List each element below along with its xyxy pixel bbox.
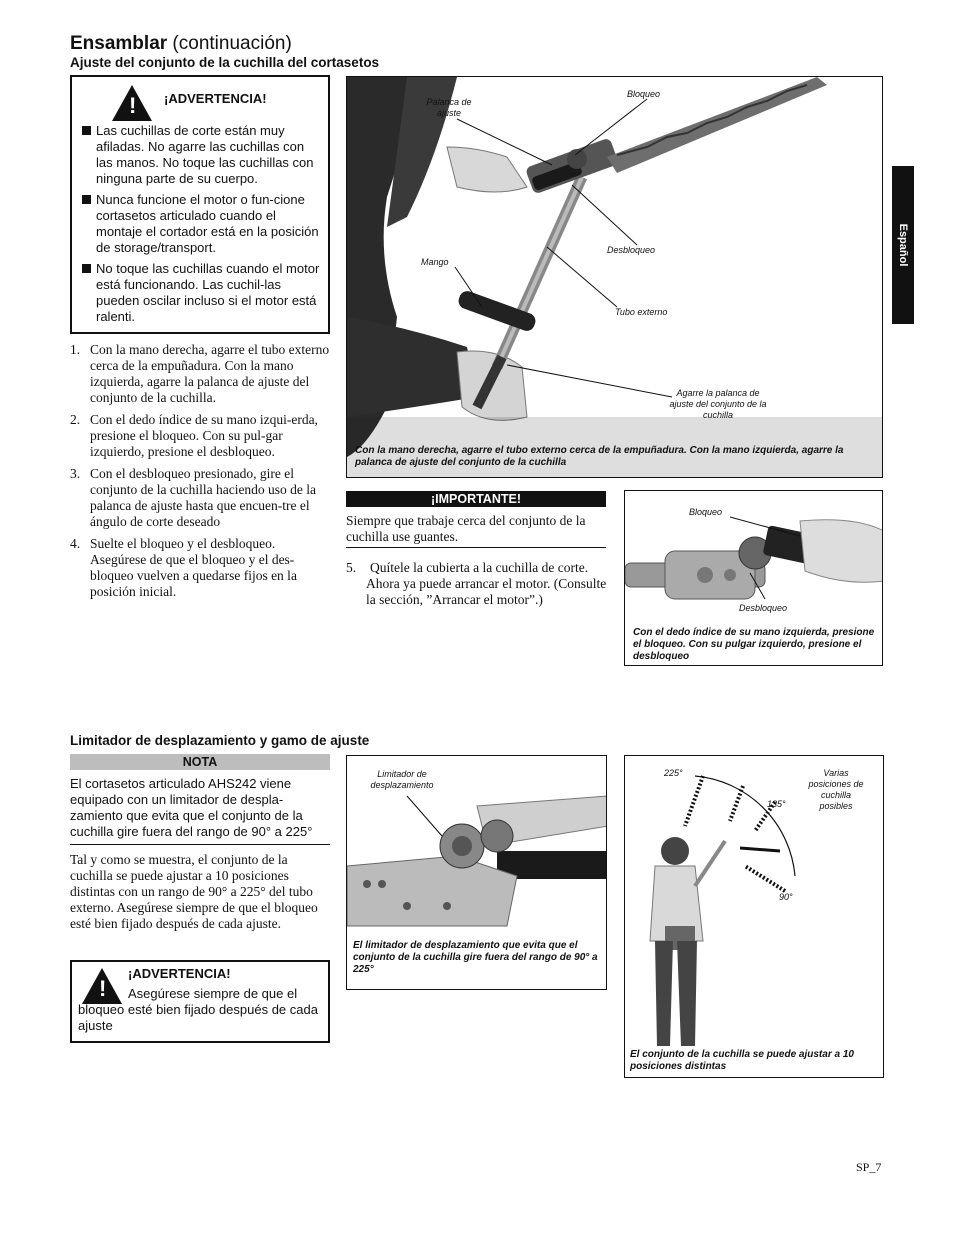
- language-tab: Español: [892, 166, 914, 324]
- important-text: Siempre que trabaje cerca del conjunto de la cuchilla use guantes.: [346, 513, 586, 544]
- angle-135: 135°: [767, 799, 786, 809]
- figure-travel-limiter: [346, 755, 607, 990]
- step-item: 3. Con el desbloqueo presionado, gire el conjunto de la cuchilla haciendo uso de la palanca de ajuste hasta que encuen-tre el ángulo de corte deseado: [70, 466, 317, 529]
- angle-225: 225°: [664, 768, 683, 778]
- angle-90: 90°: [779, 892, 793, 902]
- section-title: Limitador de desplazamiento y gamo de ajuste: [70, 733, 370, 748]
- warning-icon: !: [112, 85, 152, 121]
- step-item: 1. Con la mano derecha, agarre el tubo externo cerca de la empuñadura. Con la mano izquierda, agarre la palanca de ajuste del conjunto de la cuchilla.: [70, 342, 330, 405]
- warning-box: [70, 75, 330, 334]
- callout-bloqueo: Bloqueo: [689, 507, 723, 517]
- divider: [70, 844, 330, 845]
- callout-limitador: Limitador de desplazamiento: [370, 769, 434, 790]
- step-5: [346, 560, 608, 614]
- warning-text: Asegúrese siempre de que el bloqueo esté bien fijado después de cada ajuste: [78, 986, 318, 1033]
- note-text: El cortasetos articulado AHS242 viene equipado con un limitador de despla-zamiento que evita que el conjunto de la cuchilla gire fuera del rango de 90° a 225°: [70, 776, 313, 839]
- figure-caption: El limitador de desplazamiento que evita que el conjunto de la cuchilla gire fuera del rango de 90° a 225°: [353, 940, 598, 975]
- page-number: SP_7: [856, 1160, 882, 1174]
- callout-desbloqueo: Desbloqueo: [739, 603, 788, 613]
- callout-posiciones: Varias posiciones de cuchilla posibles: [808, 768, 864, 811]
- callout-mango: Mango: [421, 257, 449, 267]
- warning-item: Las cuchillas de corte están muy afiladas. No agarre las cuchillas con las manos. No toque las cuchillas con ninguna parte de su cuerpo.: [72, 123, 322, 187]
- callout-desbloqueo: Desbloqueo: [607, 245, 656, 255]
- section-subtitle: Ajuste del conjunto de la cuchilla del cortasetos: [70, 55, 380, 70]
- callout-agarre: Agarre la palanca de ajuste del conjunto de la cuchilla: [669, 388, 767, 420]
- figure-caption: Con la mano derecha, agarre el tubo externo cerca de la empuñadura. Con la mano izquierda, agarre la palanca de ajuste del conjunto de la cuchilla: [355, 445, 844, 468]
- important-title: ¡IMPORTANTE!: [346, 491, 606, 507]
- callout-palanca: Palanca de ajuste: [426, 97, 472, 118]
- callout-bloqueo: Bloqueo: [627, 89, 661, 99]
- warning-item: No toque las cuchillas cuando el motor está funcionando. Las cuchil-las pueden oscilar incluso si el motor está ralenti.: [72, 261, 322, 325]
- divider: [346, 547, 606, 548]
- figure-positions: [624, 755, 884, 1078]
- figure-caption: Con el dedo índice de su mano izquierda, presione el bloqueo. Con su pulgar izquierdo, presione el desbloqueo: [633, 627, 875, 662]
- figure-lock-detail: [624, 490, 883, 666]
- warning-icon: !: [82, 968, 122, 1004]
- steps-list: [70, 342, 332, 606]
- warning-title: ¡ADVERTENCIA!: [128, 966, 231, 981]
- step-item: 2. Con el dedo índice de su mano izqui-erda, presione el bloqueo. Con su pul-gar izquierdo, presione el desbloqueo.: [70, 412, 318, 459]
- step-item: 4. Suelte el bloqueo y el desbloqueo. Asegúrese de que el bloqueo y el des-bloqueo vuelven a quedarse fijos en la posición inicial.: [70, 536, 297, 599]
- warning-list: [72, 123, 328, 330]
- section-body: Tal y como se muestra, el conjunto de la cuchilla se puede ajustar a 10 posiciones distintas con un rango de 90° a 225° del tubo externo. Asegúrese siempre de que el bloqueo esté bien fijado después de cada ajuste.: [70, 852, 318, 931]
- warning-item: Nunca funcione el motor o fun-cione cortasetos articulado cuando el montaje el cortador está en la posición de storage/transport.: [72, 192, 322, 256]
- page-title: Ensamblar (continuación): [70, 33, 292, 54]
- figure-photo: [347, 77, 883, 478]
- warning-box: [70, 960, 330, 1043]
- warning-title: ¡ADVERTENCIA!: [164, 91, 267, 106]
- callout-tubo: Tubo externo: [615, 307, 668, 317]
- step-item: 5. Quítele la cubierta a la cuchilla de corte. Ahora ya puede arrancar el motor. (Consulte la sección, ”Arrancar el motor”.): [346, 560, 607, 607]
- figure-hedge-trimmer-grip: [346, 76, 883, 478]
- figure-caption: El conjunto de la cuchilla se puede ajustar a 10 posiciones distintas: [630, 1049, 854, 1072]
- note-title: NOTA: [70, 754, 330, 770]
